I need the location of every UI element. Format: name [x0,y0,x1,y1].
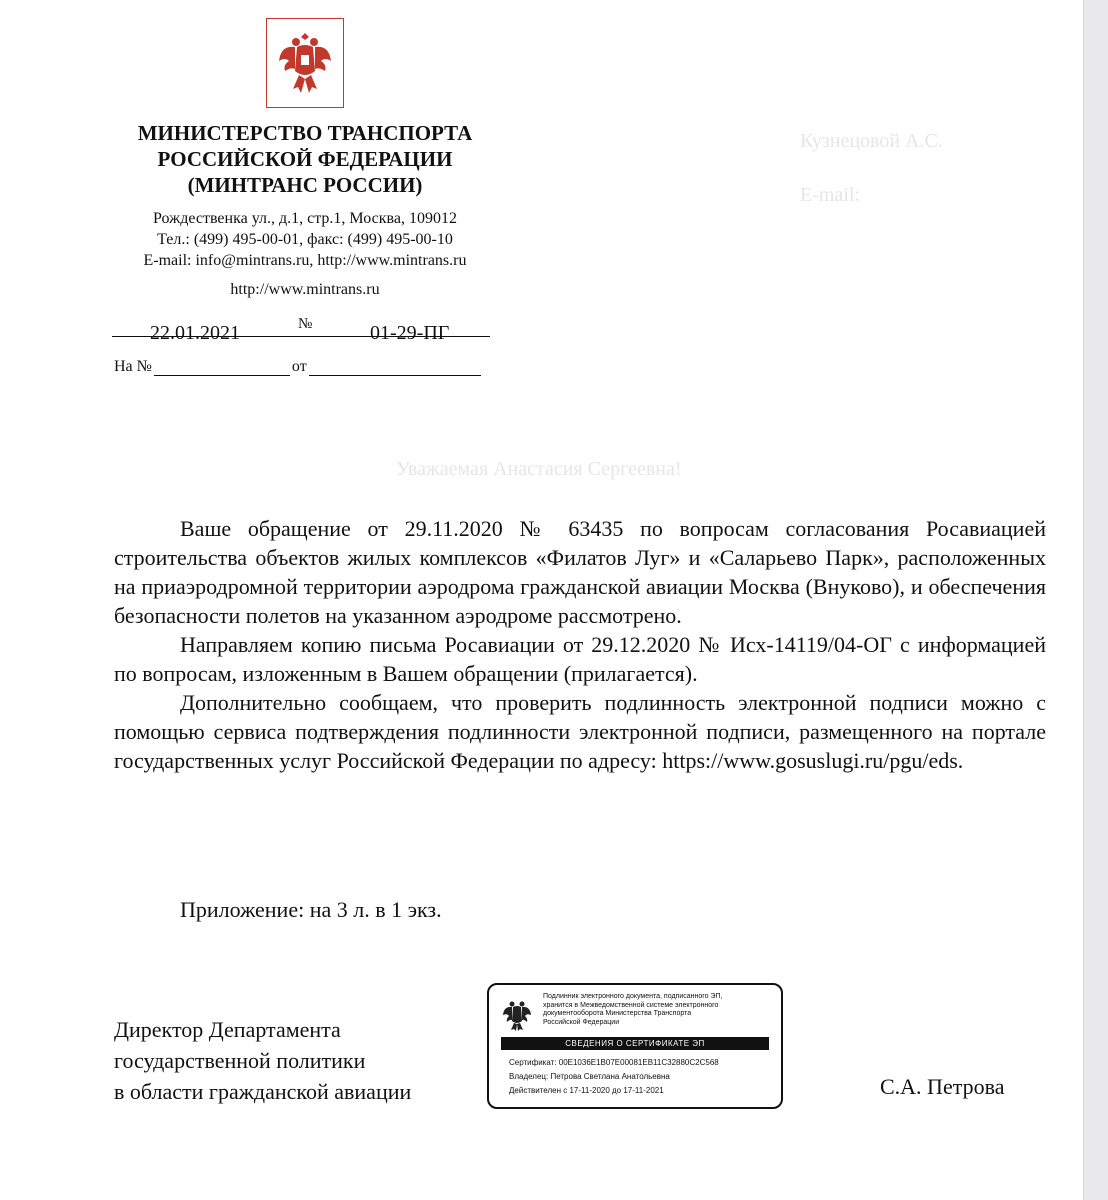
stamp-header: СВЕДЕНИЯ О СЕРТИФИКАТЕ ЭП [501,1037,769,1050]
reply-from-label: от [291,358,307,375]
address-line: Тел.: (499) 495-00-01, факс: (499) 495-00-10 [157,231,453,248]
attachment-note: Приложение: на 3 л. в 1 экз. [180,897,442,922]
ministry-line: МИНИСТЕРСТВО ТРАНСПОРТА [137,121,473,145]
reply-date-blank [309,359,481,376]
letter-body [114,514,1046,775]
certificate-validity: Действителен с 17-11-2020 до 17-11-2021 [509,1086,664,1095]
salutation: Уважаемая Анастасия Сергеевна! [396,458,682,480]
ministry-line: РОССИЙСКОЙ ФЕДЕРАЦИИ [157,147,453,171]
stamp-note-line: документооборота Министерства Транспорта [543,1010,692,1017]
stamp-note-line: Российской Федерации [543,1018,620,1026]
certificate-number: Сертификат: 00E1036E1B07E00081EB11C32880C2C568 [509,1058,719,1067]
position-line: в области гражданской авиации [114,1079,412,1104]
page-edge [1083,0,1108,1200]
position-line: Директор Департамента [114,1017,341,1042]
position-line: государственной политики [114,1048,366,1073]
ministry-address [100,208,510,271]
registration-line [112,316,490,350]
ministry-line: (МИНТРАНС РОССИИ) [187,173,423,197]
eagle-icon [501,997,533,1031]
electronic-signature-stamp [487,983,783,1109]
coat-of-arms-emblem [266,18,344,108]
body-paragraph: Ваше обращение от 29.11.2020 № 63435 по вопросам согласования Росавиацией строительства объектов жилых комплексов «Филатов Луг» и «Саларьево Парк», расположенных на приаэродромной территории аэродрома гражданской авиации Москва (Внуково), и обеспечения безопасности полетов на указанном аэродроме рассмотрено. [114,516,1046,628]
certificate-owner: Владелец: Петрова Светлана Анатольевна [509,1072,670,1081]
stamp-note [543,993,775,1027]
reply-reference [114,358,481,376]
addressee-name: Кузнецовой А.С. [800,130,943,152]
double-headed-eagle-icon [275,27,335,99]
signer-name: С.А. Петрова [880,1074,1005,1099]
registration-number: 01-29-ПГ [370,322,450,344]
registration-date: 22.01.2021 [150,322,240,344]
address-line: E-mail: info@mintrans.ru, http://www.mintrans.ru [143,252,467,269]
website: http://www.mintrans.ru [230,281,380,298]
body-paragraph: Направляем копию письма Росавиации от 29.12.2020 № Исх-14119/04-ОГ с информацией по вопросам, изложенным в Вашем обращении (прилагается). [114,632,1046,686]
address-line: Рождественка ул., д.1, стр.1, Москва, 109012 [153,210,457,227]
reply-number-blank [154,359,290,376]
ministry-name [100,120,510,198]
reply-label: На № [114,358,152,375]
stamp-note-line: хранится в Межведомственной системе электронного [543,1001,719,1009]
stamp-note-line: Подлинник электронного документа, подписанного ЭП, [543,993,723,1000]
addressee-email: E-mail: [800,184,860,206]
number-sign: № [298,316,313,332]
body-paragraph: Дополнительно сообщаем, что проверить подлинность электронной подписи можно с помощью сервиса подтверждения подлинности электронной подписи, размещенного на портале государственных услуг Российской Федерации по адресу: https://www.gosuslugi.ru/pgu/eds. [114,690,1046,773]
signer-position [114,1014,411,1107]
